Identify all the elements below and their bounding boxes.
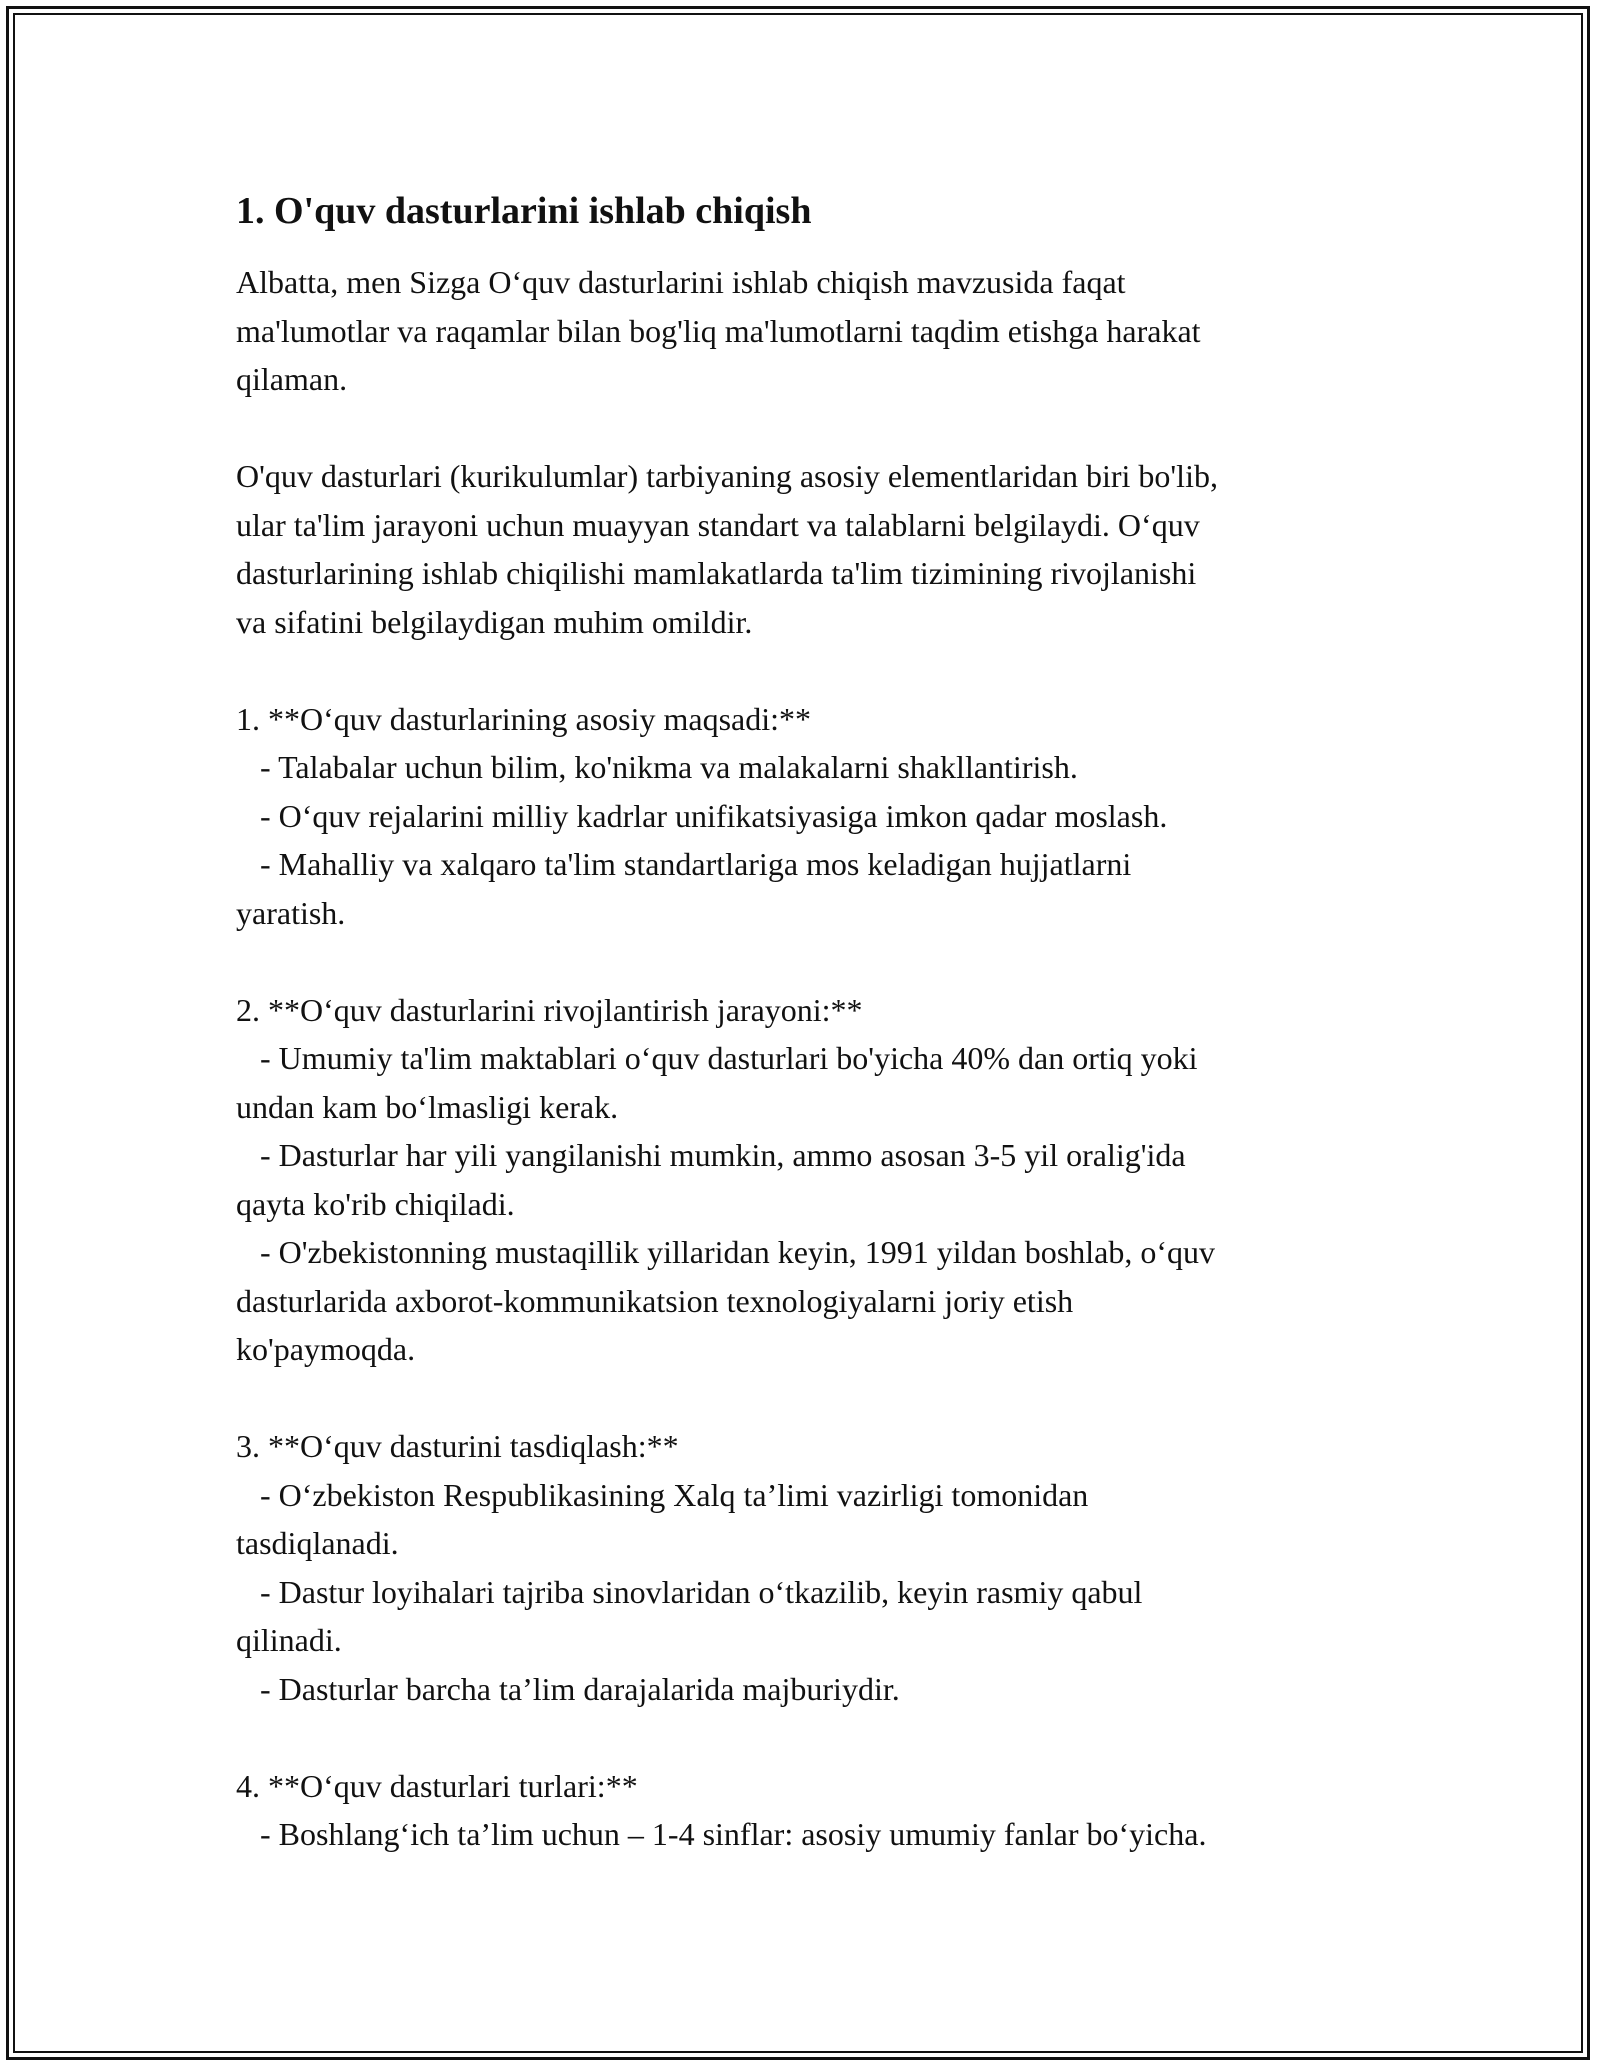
list-item: - O‘zbekiston Respublikasining Xalq ta’limi vazirligi tomonidan (236, 1476, 1089, 1513)
document-body (236, 186, 1386, 1859)
section-1 (236, 695, 1386, 938)
list-item-continuation: yaratish. (236, 894, 346, 931)
list-item: - Boshlang‘ich ta’lim uchun – 1-4 sinflar: asosiy umumiy fanlar bo‘yicha. (236, 1816, 1207, 1852)
list-item: - Umumiy ta'lim maktablari o‘quv dasturlari bo'yicha 40% dan ortiq yoki (236, 1040, 1198, 1076)
intro-paragraph (236, 258, 1386, 404)
list-item: - Mahalliy va xalqaro ta'lim standartlariga mos keladigan hujjatlarni (236, 846, 1132, 882)
list-item-continuation: dasturlarida axborot-kommunikatsion texnologiyalarni joriy etish (236, 1282, 1074, 1319)
list-item-continuation: undan kam bo‘lmasligi kerak. (236, 1088, 619, 1125)
section-2 (236, 986, 1386, 1374)
paragraph-gap (236, 937, 1386, 986)
curriculum-paragraph (236, 452, 1386, 646)
list-item: - Dasturlar har yili yangilanishi mumkin, ammo asosan 3-5 yil oralig'ida (236, 1137, 1186, 1173)
text-line: va sifatini belgilaydigan muhim omildir. (236, 603, 753, 640)
section-3 (236, 1422, 1386, 1713)
section-heading: 3. **O‘quv dasturini tasdiqlash:** (236, 1428, 679, 1464)
section-heading: 1. **O‘quv dasturlarining asosiy maqsadi:** (236, 700, 812, 737)
text-line: Albatta, men Sizga O‘quv dasturlarini ishlab chiqish mavzusida faqat (236, 264, 1126, 300)
paragraph-gap (236, 646, 1386, 695)
section-heading: 4. **O‘quv dasturlari turlari:** (236, 1767, 638, 1804)
paragraph-gap (236, 1374, 1386, 1423)
section-heading: 2. **O‘quv dasturlarini rivojlantirish jarayoni:** (236, 991, 863, 1028)
list-item-continuation: qayta ko'rib chiqiladi. (236, 1185, 515, 1222)
text-line: ma'lumotlar va raqamlar bilan bog'liq ma'lumotlarni taqdim etishga harakat (236, 312, 1201, 349)
paragraph-gap (236, 404, 1386, 453)
list-item: - Dastur loyihalari tajriba sinovlaridan o‘tkazilib, keyin rasmiy qabul (236, 1573, 1143, 1610)
text-line: O'quv dasturlari (kurikulumlar) tarbiyaning asosiy elementlaridan biri bo'lib, (236, 458, 1218, 494)
document-title: 1. O'quv dasturlarini ishlab chiqish (236, 190, 812, 232)
list-item: - Dasturlar barcha ta’lim darajalarida majburiydir. (236, 1670, 900, 1707)
list-item-continuation: tasdiqlanadi. (236, 1525, 399, 1561)
text-line: dasturlarining ishlab chiqilishi mamlakatlarda ta'lim tizimining rivojlanishi (236, 555, 1197, 591)
paragraph-gap (236, 1713, 1386, 1762)
list-item: - O‘quv rejalarini milliy kadrlar unifikatsiyasiga imkon qadar moslash. (236, 797, 1168, 834)
section-4 (236, 1762, 1386, 1859)
text-line: ular ta'lim jarayoni uchun muayyan standart va talablarni belgilaydi. O‘quv (236, 506, 1200, 543)
text-line: qilaman. (236, 361, 348, 397)
list-item: - Talabalar uchun bilim, ko'nikma va malakalarni shakllantirish. (236, 749, 1078, 785)
list-item: - O'zbekistonning mustaqillik yillaridan keyin, 1991 yildan boshlab, o‘quv (236, 1234, 1215, 1270)
list-item-continuation: ko'paymoqda. (236, 1331, 416, 1367)
list-item-continuation: qilinadi. (236, 1622, 342, 1658)
